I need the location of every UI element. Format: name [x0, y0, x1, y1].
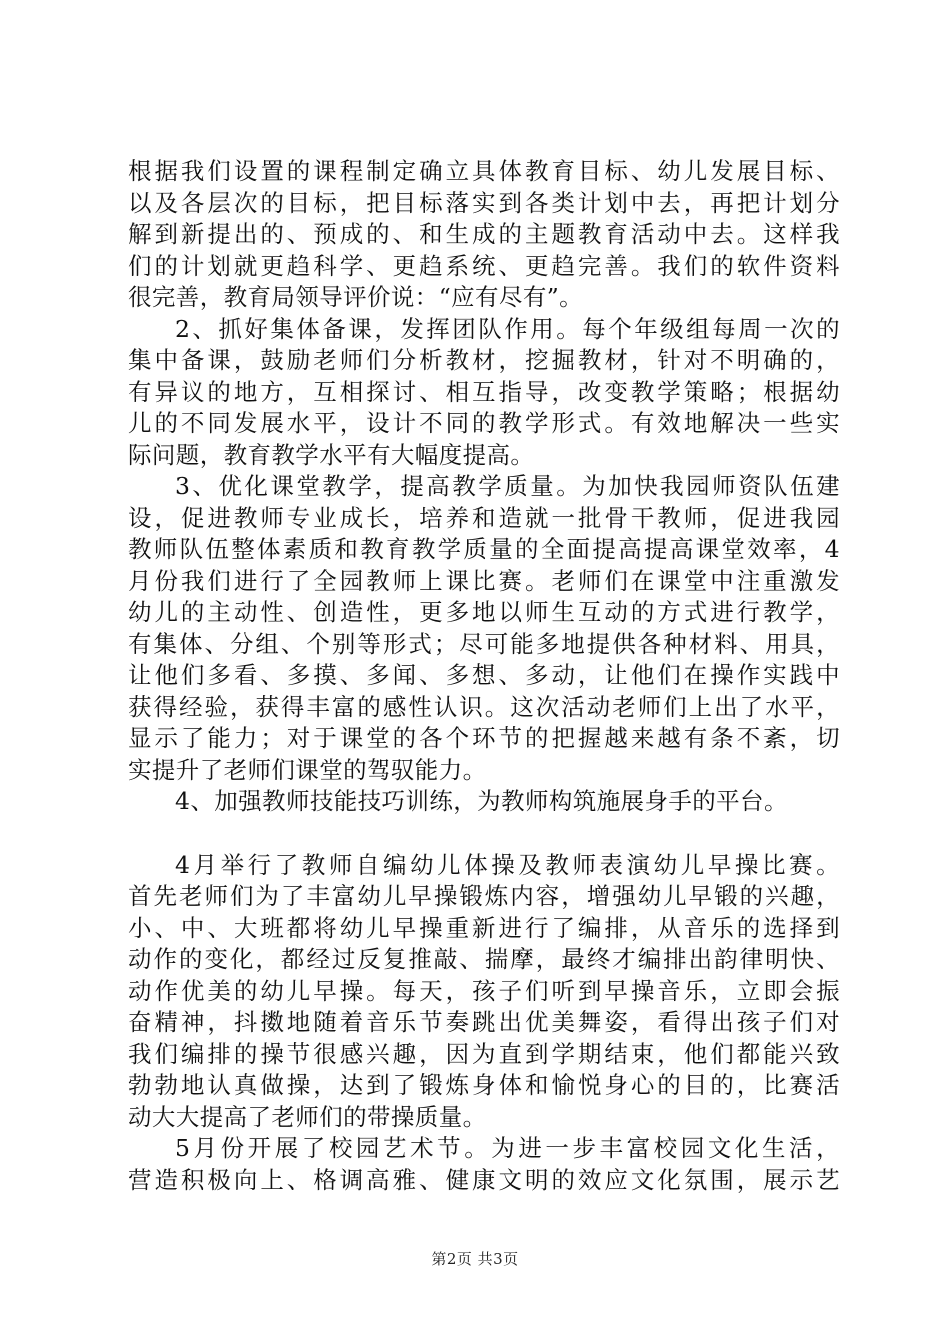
text-line: 们的计划就更趋科学、更趋系统、更趋完善。我们的软件资料 — [128, 251, 840, 280]
text-line: 动作优美的幼儿早操。每天，孩子们听到早操音乐，立即会振 — [128, 976, 840, 1005]
paragraph — [128, 1133, 840, 1196]
paragraph — [128, 471, 840, 786]
text-line: 让他们多看、多摸、多闻、多想、多动，让他们在操作实践中 — [128, 661, 840, 689]
paragraph — [128, 156, 840, 314]
text-line: 月份我们进行了全园教师上课比赛。老师们在课堂中注重激发 — [128, 566, 840, 595]
paragraph — [128, 786, 840, 818]
text-line: 3、优化课堂教学，提高教学质量。为加快我园师资队伍建 — [175, 472, 840, 500]
text-line: 有异议的地方，互相探讨、相互指导，改变教学策略；根据幼 — [128, 377, 840, 406]
text-line: 我们编排的操节很感兴趣，因为直到学期结束，他们都能兴致 — [128, 1039, 840, 1068]
text-line: 首先老师们为了丰富幼儿早操锻炼内容，增强幼儿早锻的兴趣， — [128, 882, 840, 910]
text-line: 勃勃地认真做操，达到了锻炼身体和愉悦身心的目的，比赛活 — [128, 1071, 840, 1099]
text-line: 儿的不同发展水平，设计不同的教学形式。有效地解决一些实 — [128, 409, 840, 437]
text-line: 以及各层次的目标，把目标落实到各类计划中去，再把计划分 — [128, 188, 840, 217]
text-line: 集中备课，鼓励老师们分析教材，挖掘教材，针对不明确的， — [128, 346, 840, 374]
text-line: 小、中、大班都将幼儿早操重新进行了编排，从音乐的选择到 — [128, 913, 840, 942]
text-line: 4月举行了教师自编幼儿体操及教师表演幼儿早操比赛。 — [175, 850, 840, 879]
text-line: 显示了能力；对于课堂的各个环节的把握越来越有条不紊，切 — [128, 724, 840, 752]
text-line: 4、加强教师技能技巧训练，为教师构筑施展身手的平台。 — [175, 787, 788, 815]
text-line: 根据我们设置的课程制定确立具体教育目标、幼儿发展目标、 — [128, 157, 840, 185]
text-line: 2、抓好集体备课，发挥团队作用。每个年级组每周一次的 — [175, 314, 840, 343]
text-line: 幼儿的主动性、创造性，更多地以师生互动的方式进行教学， — [128, 598, 840, 626]
text-line: 教师队伍整体素质和教育教学质量的全面提高提高课堂效率，4 — [128, 535, 840, 563]
text-line: 设，促进教师专业成长，培养和造就一批骨干教师，促进我园 — [128, 503, 840, 532]
text-line: 获得经验，获得丰富的感性认识。这次活动老师们上出了水平， — [128, 692, 840, 721]
paragraph — [128, 314, 840, 472]
text-line: 际问题，教育教学水平有大幅度提高。 — [128, 440, 535, 469]
text-line: 很完善，教育局领导评价说：“应有尽有”。 — [128, 283, 584, 311]
text-line: 营造积极向上、格调高雅、健康文明的效应文化氛围，展示艺 — [128, 1165, 840, 1194]
text-line: 动大大提高了老师们的带操质量。 — [128, 1102, 487, 1131]
paragraph — [128, 850, 840, 1134]
text-line: 解到新提出的、预成的、和生成的主题教育活动中去。这样我 — [128, 220, 840, 248]
text-line: 实提升了老师们课堂的驾驭能力。 — [128, 755, 487, 784]
paragraph-gap — [128, 818, 840, 850]
text-line: 5月份开展了校园艺术节。为进一步丰富校园文化生活， — [175, 1134, 840, 1162]
document-body — [128, 156, 840, 1196]
page-footer: 第2页 共3页 — [431, 1250, 519, 1268]
text-line: 动作的变化，都经过反复推敲、揣摩，最终才编排出韵律明快、 — [128, 945, 840, 973]
text-line: 有集体、分组、个别等形式；尽可能多地提供各种材料、用具， — [128, 629, 840, 658]
text-line: 奋精神，抖擞地随着音乐节奏跳出优美舞姿，看得出孩子们对 — [128, 1008, 840, 1036]
